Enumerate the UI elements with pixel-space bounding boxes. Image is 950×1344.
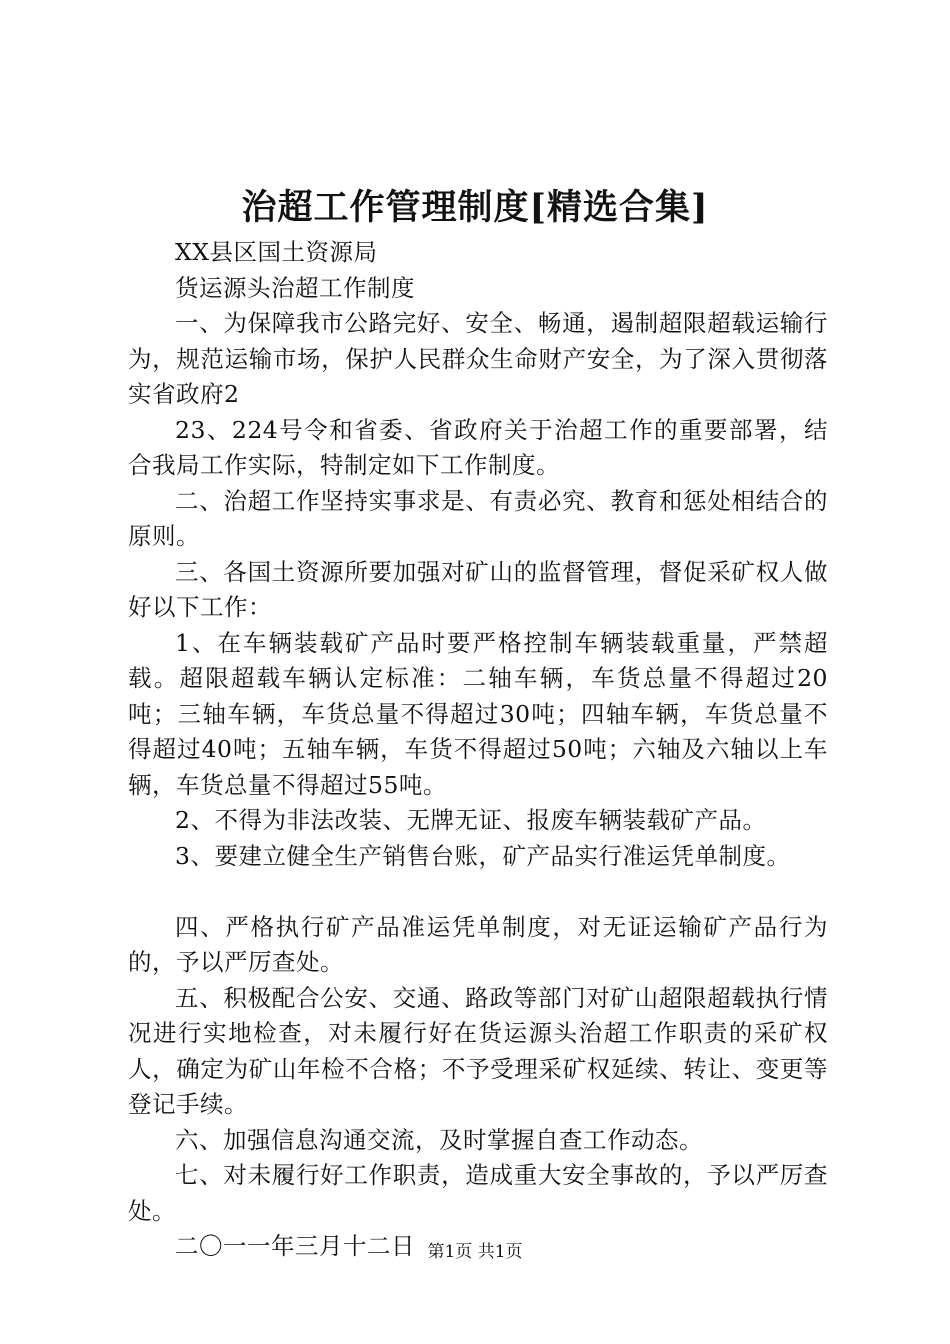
page-number: 第1页 共1页 bbox=[427, 1242, 523, 1262]
paragraph-clause-7: 七、对未履行好工作职责，造成重大安全事故的，予以严厉查处。 bbox=[128, 1161, 828, 1225]
paragraph-clause-4: 四、严格执行矿产品准运凭单制度，对无证运输矿产品行为的，予以严厉查处。 bbox=[128, 912, 828, 976]
paragraph-clause-5: 五、积极配合公安、交通、路政等部门对矿山超限超载执行情况进行实地检查，对未履行好在货运源头治超工作职责的采矿权人，确定为矿山年检不合格；不予受理采矿权延续、转让、变更等登记手续。 bbox=[128, 983, 828, 1118]
paragraph-clause-6: 六、加强信息沟通交流，及时掌握自查工作动态。 bbox=[175, 1125, 703, 1154]
paragraph-clause-1: 一、为保障我市公路完好、安全、畅通，遏制超限超载运输行为，规范运输市场，保护人民群众生命财产安全，为了深入贯彻落实省政府2 bbox=[128, 309, 828, 408]
paragraph-item-1: 1、在车辆装载矿产品时要严格控制车辆装载重量，严禁超载。超限超载车辆认定标准：二轴车辆，车货总量不得超过20吨；三轴车辆，车货总量不得超过30吨；四轴车辆，车货总量不得超过40吨；五轴车辆，车货不得超过50吨；六轴及六轴以上车辆，车货总量不得超过55吨。 bbox=[128, 628, 828, 799]
paragraph-date: 二〇一一年三月十二日 bbox=[175, 1232, 415, 1260]
document-title: 治超工作管理制度[精选合集] bbox=[241, 187, 709, 228]
paragraph-subtitle: 货运源头治超工作制度 bbox=[175, 273, 415, 302]
document-body bbox=[128, 235, 828, 1265]
paragraph-item-3: 3、要建立健全生产销售台账，矿产品实行准运凭单制度。 bbox=[175, 841, 791, 870]
paragraph-clause-1-cont: 23、224号令和省委、省政府关于治超工作的重要部署，结合我局工作实际，特制定如下工作制度。 bbox=[128, 415, 828, 479]
paragraph-issuer: XX县区国土资源局 bbox=[175, 238, 378, 266]
paragraph-clause-3: 三、各国土资源所要加强对矿山的监督管理，督促采矿权人做好以下工作： bbox=[128, 557, 828, 621]
paragraph-clause-2: 二、治超工作坚持实事求是、有责必究、教育和惩处相结合的原则。 bbox=[128, 486, 828, 550]
paragraph-item-2: 2、不得为非法改装、无牌无证、报废车辆装载矿产品。 bbox=[175, 806, 767, 834]
